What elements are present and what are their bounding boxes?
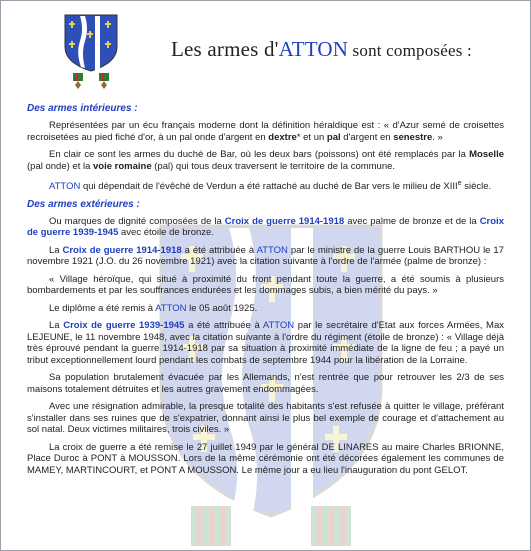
section-heading-interieures: Des armes intérieures : [27,103,138,114]
title-commune-name: ATTON [278,37,349,61]
paragraph-history: ATTON qui dépendait de l'évêché de Verdun a été rattaché au duché de Bar vers le milieu de XIIIe siècle. [49,180,492,193]
paragraph-citation-1921: « Village héroïque, qui situé à proximité du front pendant toute la guerre, a été soumis à plusieurs bombardements et par les souffrances endurées et les dommages subis, a bien mérité du pays. » [27,273,504,297]
paragraph-blazon: Représentées par un écu français moderne dont la définition héraldique est : « d'Azur semé de croisettes recroisetées au pied fiché d'or, à un pal onde d'argent en dextre* et un pal d'argent en senestre. » [27,120,504,143]
paragraph-croix-1939: La Croix de guerre 1939-1945 a été attribuée à ATTON par le secrétaire d'Etat aux forces Armées, Max LEJEUNE, le 11 novembre 1948, avec la citation suivante à l'ordre du régiment (étoile de bronze) : « Village déjà très éprouvé pendant la guerre 1914-1918 par sa situation à proximité immédiate de la ligne de feu ; a payé un tribut exceptionnellement lourd pendant les combats de septembre 1944 pour la libération de la Lorraine. [27,320,504,366]
paragraph-croix-1914: La Croix de guerre 1914-1918 a été attribuée à ATTON par le ministre de la guerre Louis BARTHOU le 17 novembre 1921 (J.O. du 26 novembre 1921) avec la citation suivante à l'ordre de l'armée (palme de bronze) : [27,244,504,268]
paragraph-explanation: En clair ce sont les armes du duché de Bar, où les deux bars (poissons) ont été remplacés par la Moselle (pal onde) et la voie romaine (pal) qui tous deux traversent le territoire de la commune. [27,149,504,172]
page-content [1,1,530,476]
crest-icon [61,11,121,91]
paragraph-evacuation: Sa population brutalement évacuée par les Allemands, n'est rentrée que pour retrouver les 2/3 de ses maisons totalement détruites et les autres gravement endommagées. [27,372,504,395]
paragraph-dignity-marks: Ou marques de dignité composées de la Croix de guerre 1914-1918 avec palme de bronze et de la Croix de guerre 1939-1945 avec étoile de bronze. [27,215,504,239]
title-prefix: Les armes d' [171,37,279,61]
paragraph-diploma: Le diplôme a été remis à ATTON le 05 août 1925. [49,302,258,314]
paragraph-resignation: Avec une résignation admirable, la presque totalité des habitants s'est refusée à quitter le village, préférant s'installer dans ses ruines que de s'expatrier, donnant ainsi le plus bel exemple de courage et d'attachement au sol natal. Deux victimes militaires, trois civiles. » [27,401,504,436]
page-header [1,1,530,91]
page-title [171,37,472,62]
paragraph-ceremony: La croix de guerre a été remise le 27 juillet 1949 par le général DE LINARES au maire Charles BRIONNE, Place Duroc à PONT à MOUSSON. Lors de la même cérémonie ont été décorées également les communes de MAMEY, MARTINCOURT, et PONT A MOUSSON. Le même jour a eu lieu l'inauguration du pont GELOT. [27,441,504,476]
title-suffix: sont composées : [348,41,472,60]
section-heading-exterieures: Des armes extérieures : [27,198,140,210]
